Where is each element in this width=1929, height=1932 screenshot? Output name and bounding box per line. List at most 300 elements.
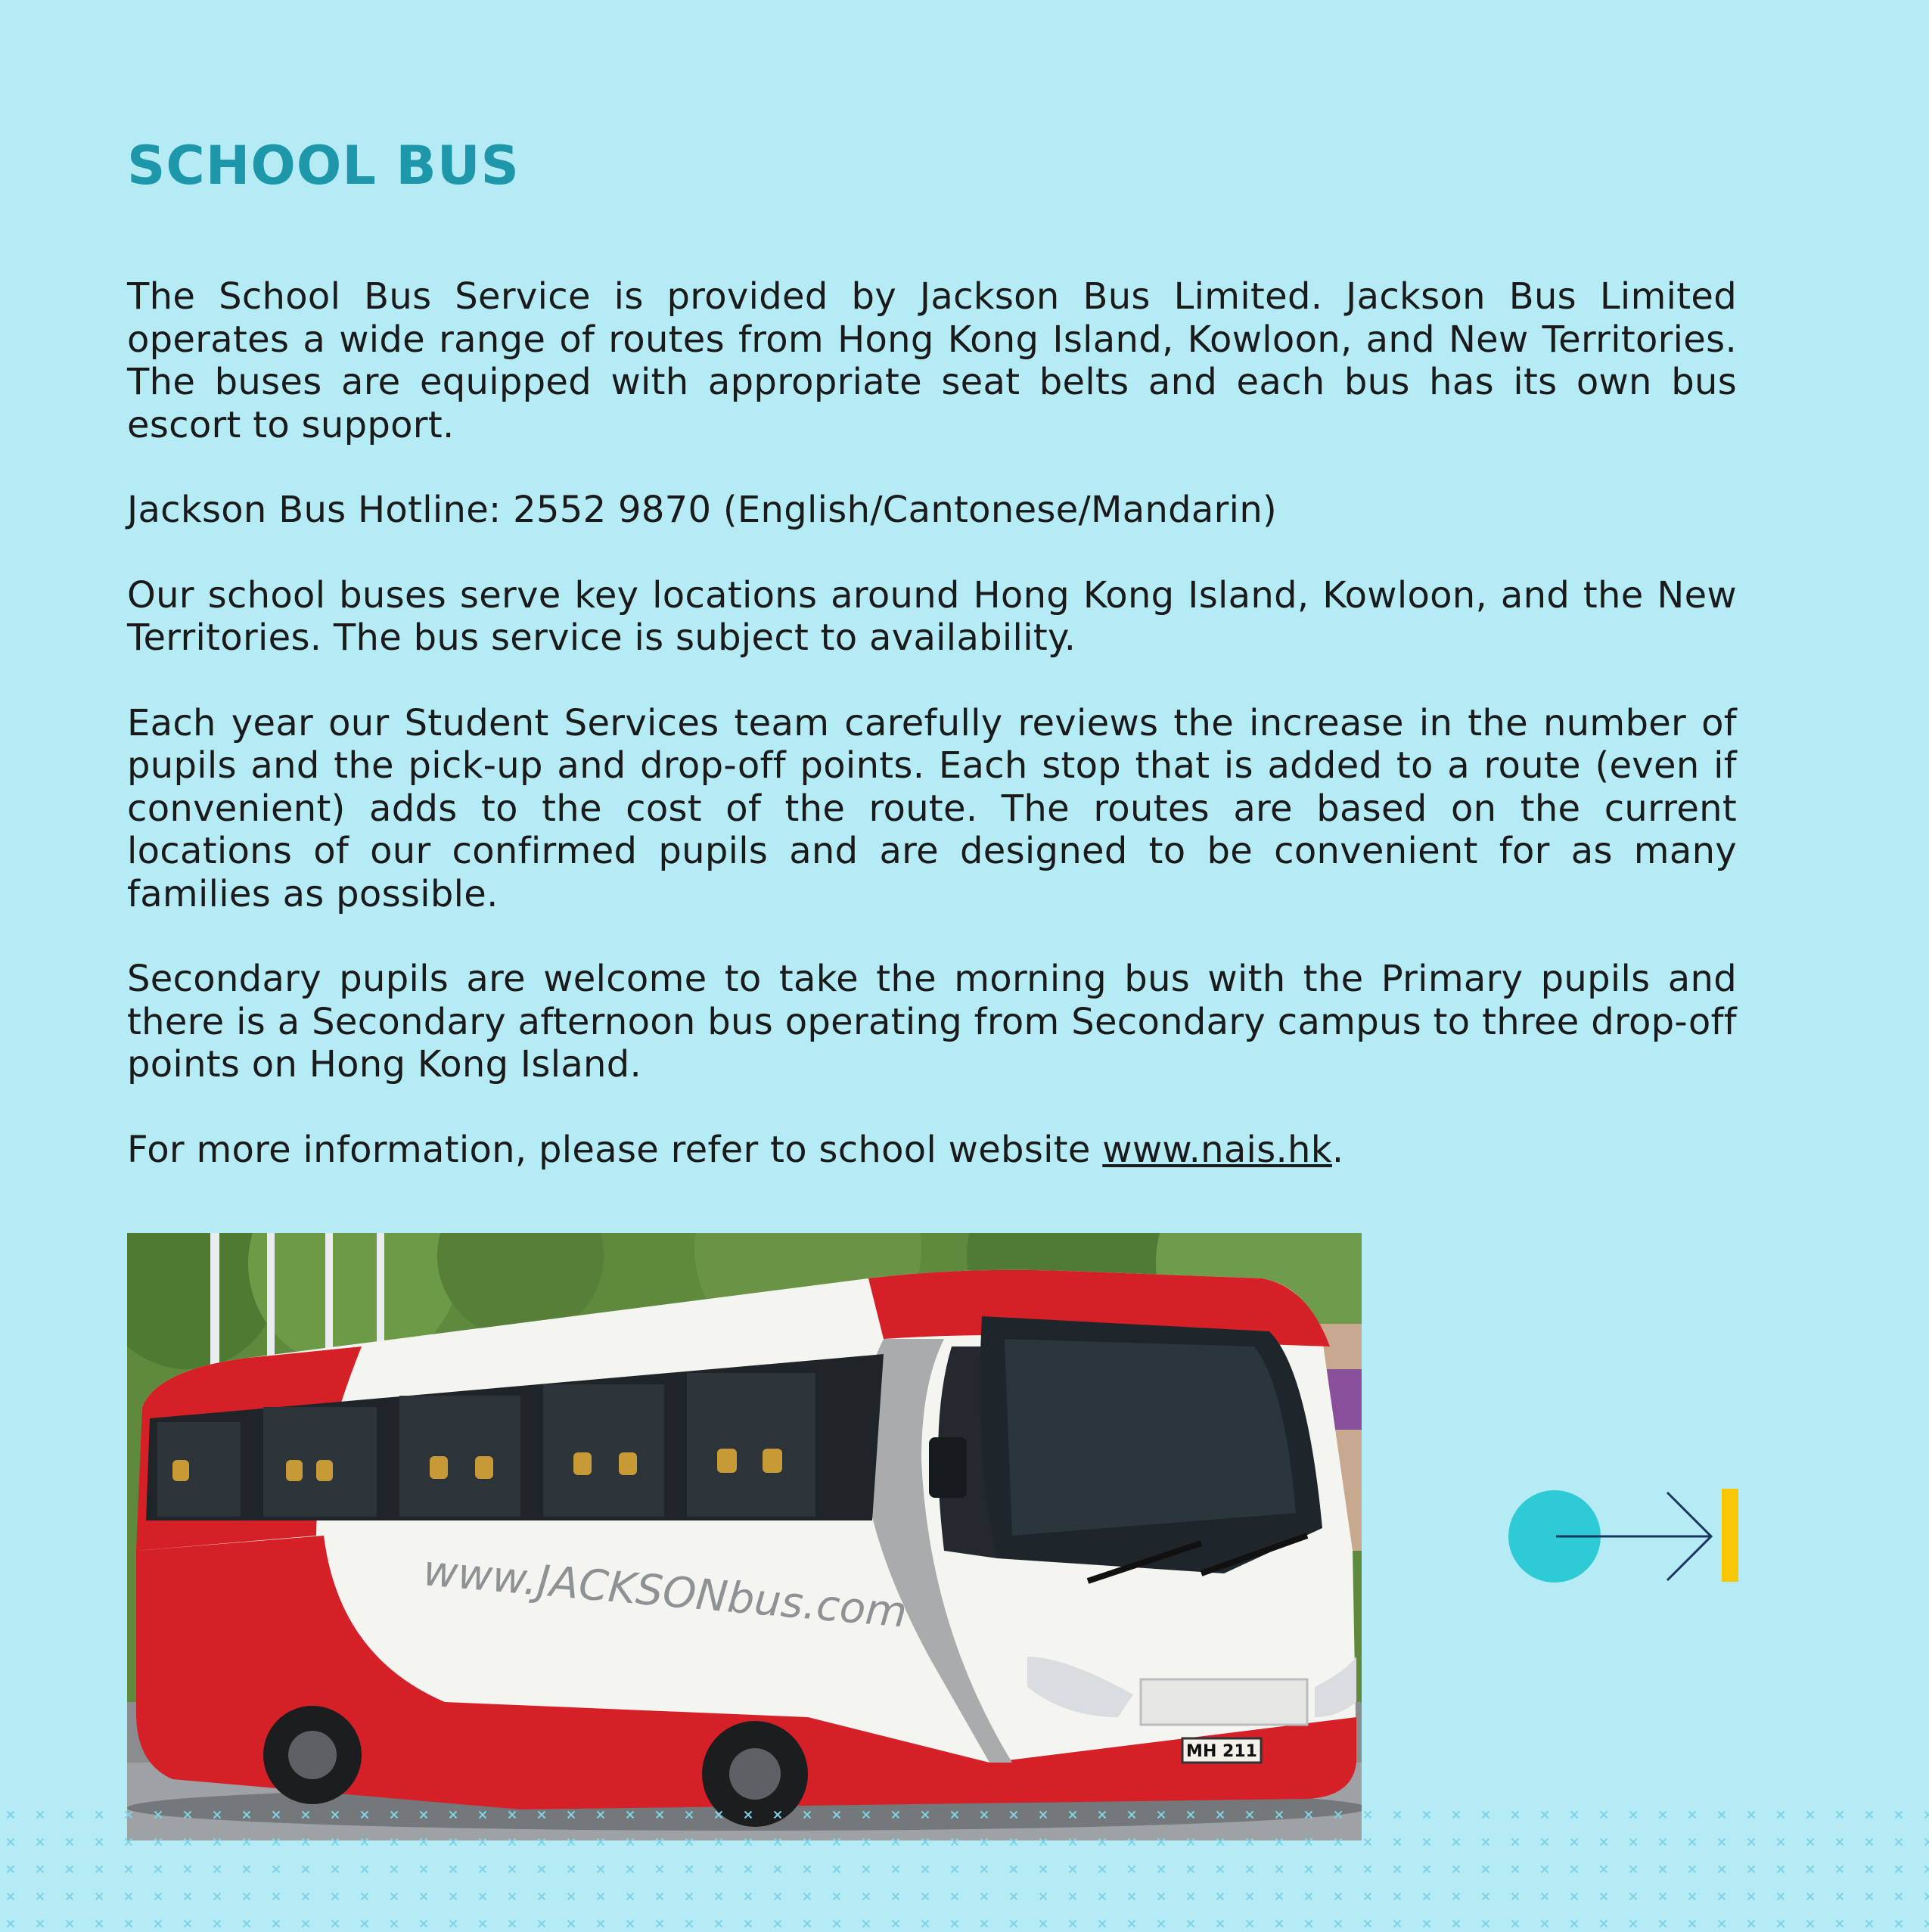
pattern-cross bbox=[1601, 1893, 1608, 1900]
pattern-cross bbox=[1896, 1921, 1903, 1927]
pattern-cross bbox=[1483, 1812, 1489, 1819]
circle-arrow-to-bar-icon bbox=[1507, 1489, 1741, 1587]
pattern-cross bbox=[686, 1866, 693, 1873]
pattern-cross bbox=[1129, 1839, 1135, 1846]
pattern-cross bbox=[8, 1812, 14, 1819]
pattern-cross bbox=[37, 1812, 44, 1819]
pattern-cross bbox=[1217, 1921, 1224, 1927]
pattern-cross bbox=[1424, 1812, 1430, 1819]
pattern-cross bbox=[1129, 1921, 1135, 1927]
pattern-cross bbox=[1306, 1839, 1312, 1846]
pattern-cross bbox=[1011, 1812, 1017, 1819]
pattern-cross bbox=[1748, 1921, 1755, 1927]
pattern-cross bbox=[834, 1866, 840, 1873]
pattern-cross bbox=[981, 1812, 988, 1819]
pattern-cross bbox=[1689, 1866, 1696, 1873]
pattern-cross bbox=[332, 1839, 339, 1846]
pattern-cross bbox=[1217, 1812, 1224, 1819]
pattern-cross bbox=[362, 1893, 368, 1900]
pattern-cross bbox=[1660, 1921, 1667, 1927]
pattern-cross bbox=[952, 1893, 958, 1900]
pattern-cross bbox=[1424, 1893, 1430, 1900]
pattern-cross bbox=[1542, 1812, 1548, 1819]
pattern-cross bbox=[509, 1866, 516, 1873]
pattern-cross bbox=[8, 1893, 14, 1900]
pattern-cross bbox=[155, 1812, 162, 1819]
pattern-cross bbox=[509, 1893, 516, 1900]
pattern-cross bbox=[922, 1866, 929, 1873]
pattern-cross bbox=[1778, 1812, 1785, 1819]
pattern-cross bbox=[126, 1839, 132, 1846]
pattern-cross bbox=[1571, 1866, 1578, 1873]
pattern-cross bbox=[627, 1921, 634, 1927]
pattern-cross bbox=[568, 1893, 575, 1900]
pattern-cross bbox=[1542, 1921, 1548, 1927]
pattern-cross bbox=[1453, 1839, 1460, 1846]
pattern-cross bbox=[1276, 1893, 1283, 1900]
pattern-cross bbox=[1247, 1921, 1253, 1927]
pattern-cross bbox=[1040, 1866, 1047, 1873]
pattern-cross bbox=[480, 1839, 486, 1846]
paragraph-hotline: Jackson Bus Hotline: 2552 9870 (English/Cantonese/Mandarin) bbox=[127, 489, 1737, 532]
pattern-cross bbox=[775, 1921, 781, 1927]
pattern-cross bbox=[391, 1812, 398, 1819]
pattern-cross bbox=[480, 1866, 486, 1873]
pattern-cross bbox=[1188, 1866, 1194, 1873]
pattern-cross bbox=[1365, 1866, 1371, 1873]
pattern-cross bbox=[745, 1839, 752, 1846]
pattern-cross bbox=[273, 1839, 280, 1846]
paragraph-locations: Our school buses serve key locations around Hong Kong Island, Kowloon, and the New Territories. The bus service is subject to availability. bbox=[127, 574, 1737, 660]
pattern-cross bbox=[1925, 1866, 1929, 1873]
pattern-cross bbox=[67, 1839, 73, 1846]
pattern-cross bbox=[1040, 1893, 1047, 1900]
pattern-cross bbox=[244, 1893, 250, 1900]
pattern-cross bbox=[1099, 1812, 1106, 1819]
pattern-cross bbox=[37, 1921, 44, 1927]
pattern-cross bbox=[775, 1893, 781, 1900]
pattern-cross bbox=[1483, 1866, 1489, 1873]
livery-text: www.JACKSONbus.com bbox=[421, 1546, 909, 1638]
pattern-cross bbox=[1099, 1893, 1106, 1900]
page-title: SCHOOL BUS bbox=[127, 135, 520, 197]
pattern-cross bbox=[1748, 1866, 1755, 1873]
pattern-cross bbox=[1601, 1812, 1608, 1819]
pattern-cross bbox=[568, 1839, 575, 1846]
pattern-cross bbox=[244, 1812, 250, 1819]
pattern-cross bbox=[863, 1866, 870, 1873]
pattern-cross bbox=[185, 1921, 191, 1927]
pattern-cross bbox=[67, 1921, 73, 1927]
pattern-cross bbox=[568, 1866, 575, 1873]
pattern-cross bbox=[37, 1866, 44, 1873]
pattern-cross bbox=[1866, 1921, 1873, 1927]
pattern-cross bbox=[716, 1839, 722, 1846]
pattern-cross bbox=[1453, 1921, 1460, 1927]
pattern-cross bbox=[450, 1921, 457, 1927]
pattern-cross bbox=[332, 1866, 339, 1873]
paragraph-more-info bbox=[127, 1129, 1737, 1172]
pattern-cross bbox=[1719, 1839, 1726, 1846]
pattern-cross bbox=[1837, 1893, 1844, 1900]
pattern-cross bbox=[273, 1893, 280, 1900]
pattern-cross bbox=[952, 1839, 958, 1846]
pattern-cross bbox=[952, 1812, 958, 1819]
pattern-cross bbox=[126, 1893, 132, 1900]
pattern-cross bbox=[716, 1893, 722, 1900]
pattern-cross bbox=[1247, 1866, 1253, 1873]
pattern-cross bbox=[598, 1866, 604, 1873]
pattern-cross bbox=[1748, 1812, 1755, 1819]
pattern-cross bbox=[1424, 1866, 1430, 1873]
pattern-cross bbox=[1011, 1893, 1017, 1900]
pattern-cross bbox=[657, 1893, 663, 1900]
pattern-cross bbox=[1571, 1839, 1578, 1846]
pattern-cross bbox=[1365, 1812, 1371, 1819]
pattern-cross bbox=[1483, 1893, 1489, 1900]
pattern-cross bbox=[126, 1866, 132, 1873]
pattern-cross bbox=[1394, 1921, 1401, 1927]
pattern-cross bbox=[421, 1893, 427, 1900]
pattern-cross bbox=[686, 1839, 693, 1846]
pattern-cross bbox=[1276, 1866, 1283, 1873]
pattern-cross bbox=[775, 1839, 781, 1846]
pattern-cross bbox=[1512, 1839, 1519, 1846]
pattern-cross bbox=[1542, 1839, 1548, 1846]
pattern-cross bbox=[804, 1812, 811, 1819]
pattern-cross bbox=[391, 1866, 398, 1873]
pattern-cross bbox=[981, 1893, 988, 1900]
pattern-cross bbox=[155, 1839, 162, 1846]
pattern-cross bbox=[804, 1893, 811, 1900]
pattern-cross bbox=[1217, 1893, 1224, 1900]
pattern-cross bbox=[1719, 1921, 1726, 1927]
pattern-cross bbox=[1394, 1866, 1401, 1873]
pattern-cross bbox=[1394, 1893, 1401, 1900]
pattern-cross bbox=[745, 1893, 752, 1900]
pattern-cross bbox=[834, 1839, 840, 1846]
pattern-cross bbox=[716, 1812, 722, 1819]
pattern-cross bbox=[539, 1839, 545, 1846]
pattern-cross bbox=[1129, 1812, 1135, 1819]
pattern-cross bbox=[1365, 1839, 1371, 1846]
pattern-cross bbox=[1866, 1839, 1873, 1846]
pattern-cross bbox=[1896, 1812, 1903, 1819]
pattern-cross bbox=[627, 1839, 634, 1846]
pattern-cross bbox=[1925, 1921, 1929, 1927]
pattern-cross bbox=[1070, 1921, 1076, 1927]
pattern-cross bbox=[627, 1866, 634, 1873]
pattern-cross bbox=[480, 1812, 486, 1819]
pattern-cross bbox=[1630, 1812, 1637, 1819]
pattern-cross bbox=[1011, 1921, 1017, 1927]
pattern-cross bbox=[1542, 1866, 1548, 1873]
pattern-cross bbox=[450, 1893, 457, 1900]
pattern-cross bbox=[1719, 1893, 1726, 1900]
pattern-cross bbox=[627, 1893, 634, 1900]
pattern-cross bbox=[1571, 1812, 1578, 1819]
pattern-cross bbox=[952, 1866, 958, 1873]
pattern-cross bbox=[834, 1921, 840, 1927]
pattern-cross bbox=[1601, 1839, 1608, 1846]
pattern-cross bbox=[922, 1839, 929, 1846]
pattern-cross bbox=[1011, 1839, 1017, 1846]
pattern-cross bbox=[450, 1839, 457, 1846]
pattern-cross bbox=[1070, 1893, 1076, 1900]
pattern-cross bbox=[303, 1839, 309, 1846]
pattern-cross bbox=[1306, 1812, 1312, 1819]
pattern-cross bbox=[1158, 1839, 1165, 1846]
pattern-cross bbox=[1896, 1866, 1903, 1873]
pattern-cross bbox=[1394, 1839, 1401, 1846]
pattern-cross bbox=[155, 1893, 162, 1900]
pattern-cross bbox=[126, 1812, 132, 1819]
pattern-cross bbox=[775, 1866, 781, 1873]
pattern-cross bbox=[1837, 1839, 1844, 1846]
pattern-cross bbox=[981, 1866, 988, 1873]
pattern-cross bbox=[37, 1893, 44, 1900]
pattern-cross bbox=[1099, 1921, 1106, 1927]
pattern-cross bbox=[539, 1893, 545, 1900]
pattern-cross bbox=[244, 1921, 250, 1927]
pattern-cross bbox=[214, 1921, 221, 1927]
pattern-cross bbox=[775, 1812, 781, 1819]
pattern-cross bbox=[863, 1893, 870, 1900]
pattern-cross bbox=[1778, 1921, 1785, 1927]
pattern-cross bbox=[1512, 1893, 1519, 1900]
pattern-cross bbox=[8, 1839, 14, 1846]
pattern-cross bbox=[539, 1812, 545, 1819]
pattern-cross bbox=[1217, 1839, 1224, 1846]
pattern-cross bbox=[893, 1812, 899, 1819]
pattern-cross bbox=[8, 1921, 14, 1927]
pattern-cross bbox=[1630, 1866, 1637, 1873]
pattern-cross bbox=[1837, 1866, 1844, 1873]
pattern-cross bbox=[96, 1893, 103, 1900]
pattern-cross bbox=[804, 1921, 811, 1927]
pattern-cross bbox=[332, 1921, 339, 1927]
pattern-cross bbox=[480, 1921, 486, 1927]
pattern-cross bbox=[1070, 1812, 1076, 1819]
pattern-cross bbox=[1660, 1839, 1667, 1846]
pattern-cross bbox=[1601, 1921, 1608, 1927]
pattern-cross bbox=[893, 1921, 899, 1927]
pattern-cross bbox=[1335, 1866, 1342, 1873]
pattern-cross bbox=[214, 1893, 221, 1900]
pattern-cross bbox=[421, 1921, 427, 1927]
plate-text: MH 211 bbox=[1186, 1742, 1257, 1761]
pattern-cross bbox=[1247, 1893, 1253, 1900]
pattern-cross bbox=[362, 1921, 368, 1927]
pattern-cross bbox=[8, 1866, 14, 1873]
school-website-link[interactable]: www.nais.hk bbox=[1102, 1129, 1332, 1171]
pattern-cross bbox=[1571, 1893, 1578, 1900]
pattern-cross bbox=[1188, 1812, 1194, 1819]
pattern-cross bbox=[1630, 1893, 1637, 1900]
pattern-cross bbox=[598, 1812, 604, 1819]
pattern-cross bbox=[126, 1921, 132, 1927]
pattern-cross bbox=[1335, 1839, 1342, 1846]
pattern-cross bbox=[450, 1812, 457, 1819]
pattern-cross bbox=[1807, 1893, 1814, 1900]
pattern-cross bbox=[303, 1921, 309, 1927]
pattern-cross bbox=[1925, 1893, 1929, 1900]
pattern-cross bbox=[362, 1812, 368, 1819]
pattern-cross bbox=[922, 1812, 929, 1819]
pattern-cross bbox=[1719, 1866, 1726, 1873]
pattern-cross bbox=[155, 1921, 162, 1927]
pattern-cross bbox=[1276, 1839, 1283, 1846]
pattern-cross bbox=[716, 1866, 722, 1873]
pattern-cross bbox=[185, 1866, 191, 1873]
pattern-cross bbox=[214, 1839, 221, 1846]
pattern-cross bbox=[686, 1893, 693, 1900]
pattern-cross bbox=[362, 1866, 368, 1873]
pattern-cross bbox=[1040, 1921, 1047, 1927]
pattern-cross bbox=[1689, 1921, 1696, 1927]
pattern-cross bbox=[1188, 1893, 1194, 1900]
paragraph-provider: The School Bus Service is provided by Jackson Bus Limited. Jackson Bus Limited operates a wide range of routes from Hong Kong Island, Kowloon, and New Territories. The buses are equipped with appropriate seat belts and each bus has its own bus escort to support. bbox=[127, 275, 1737, 446]
pattern-cross bbox=[391, 1839, 398, 1846]
pattern-cross bbox=[450, 1866, 457, 1873]
pattern-cross bbox=[1689, 1893, 1696, 1900]
pattern-cross bbox=[598, 1893, 604, 1900]
pattern-cross bbox=[1158, 1921, 1165, 1927]
pattern-cross bbox=[1188, 1839, 1194, 1846]
pattern-cross bbox=[1335, 1893, 1342, 1900]
pattern-cross bbox=[1571, 1921, 1578, 1927]
paragraph-routes: Each year our Student Services team carefully reviews the increase in the number of pupils and the pick-up and drop-off points. Each stop that is added to a route (even if convenient) adds to the cost of the route. The routes are based on the current locations of our confirmed pupils and are designed to be convenient for as many families as possible. bbox=[127, 702, 1737, 916]
pattern-cross bbox=[1306, 1921, 1312, 1927]
pattern-cross bbox=[509, 1839, 516, 1846]
pattern-cross bbox=[214, 1812, 221, 1819]
pattern-cross bbox=[1394, 1812, 1401, 1819]
pattern-cross bbox=[1335, 1921, 1342, 1927]
pattern-cross bbox=[96, 1921, 103, 1927]
pattern-cross bbox=[1660, 1812, 1667, 1819]
pattern-cross bbox=[657, 1921, 663, 1927]
pattern-cross bbox=[539, 1866, 545, 1873]
pattern-cross bbox=[332, 1893, 339, 1900]
pattern-cross bbox=[1925, 1839, 1929, 1846]
pattern-cross bbox=[568, 1921, 575, 1927]
pattern-cross bbox=[1335, 1812, 1342, 1819]
pattern-cross bbox=[598, 1839, 604, 1846]
pattern-cross bbox=[657, 1866, 663, 1873]
pattern-cross bbox=[185, 1893, 191, 1900]
pattern-cross bbox=[863, 1812, 870, 1819]
pattern-cross bbox=[627, 1812, 634, 1819]
pattern-cross bbox=[1896, 1893, 1903, 1900]
pattern-cross bbox=[1512, 1921, 1519, 1927]
pattern-cross bbox=[686, 1812, 693, 1819]
pattern-cross bbox=[1188, 1921, 1194, 1927]
pattern-cross bbox=[1601, 1866, 1608, 1873]
pattern-cross bbox=[1689, 1812, 1696, 1819]
pattern-cross bbox=[1925, 1812, 1929, 1819]
pattern-cross bbox=[509, 1812, 516, 1819]
pattern-cross bbox=[1099, 1866, 1106, 1873]
pattern-cross bbox=[421, 1812, 427, 1819]
pattern-cross bbox=[67, 1893, 73, 1900]
pattern-cross bbox=[509, 1921, 516, 1927]
pattern-cross bbox=[421, 1866, 427, 1873]
pattern-cross bbox=[1306, 1866, 1312, 1873]
pattern-cross bbox=[657, 1839, 663, 1846]
pattern-cross bbox=[1070, 1839, 1076, 1846]
pattern-cross bbox=[834, 1812, 840, 1819]
pattern-cross bbox=[1453, 1893, 1460, 1900]
pattern-cross bbox=[303, 1812, 309, 1819]
pattern-cross bbox=[893, 1839, 899, 1846]
pattern-cross bbox=[67, 1812, 73, 1819]
pattern-cross bbox=[893, 1866, 899, 1873]
school-bus-photo bbox=[127, 1233, 1362, 1840]
pattern-cross bbox=[1247, 1812, 1253, 1819]
pattern-cross bbox=[1483, 1921, 1489, 1927]
pattern-cross bbox=[1748, 1893, 1755, 1900]
pattern-cross bbox=[1807, 1812, 1814, 1819]
more-info-suffix: . bbox=[1332, 1129, 1344, 1171]
pattern-cross bbox=[96, 1866, 103, 1873]
cross-pattern-decoration bbox=[0, 1804, 1929, 1929]
pattern-cross bbox=[391, 1921, 398, 1927]
pattern-cross bbox=[1630, 1839, 1637, 1846]
pattern-cross bbox=[922, 1893, 929, 1900]
pattern-cross bbox=[1719, 1812, 1726, 1819]
pattern-cross bbox=[745, 1812, 752, 1819]
pattern-cross bbox=[1217, 1866, 1224, 1873]
pattern-cross bbox=[1778, 1893, 1785, 1900]
pattern-cross bbox=[332, 1812, 339, 1819]
pattern-cross bbox=[1807, 1839, 1814, 1846]
pattern-cross bbox=[1660, 1893, 1667, 1900]
pattern-cross bbox=[1129, 1893, 1135, 1900]
pattern-cross bbox=[834, 1893, 840, 1900]
pattern-cross bbox=[1748, 1839, 1755, 1846]
pattern-cross bbox=[1807, 1921, 1814, 1927]
pattern-cross bbox=[244, 1866, 250, 1873]
pattern-cross bbox=[1837, 1812, 1844, 1819]
pattern-cross bbox=[1512, 1812, 1519, 1819]
pattern-cross bbox=[1365, 1893, 1371, 1900]
pattern-cross bbox=[1306, 1893, 1312, 1900]
pattern-cross bbox=[1158, 1866, 1165, 1873]
pattern-cross bbox=[1040, 1812, 1047, 1819]
pattern-cross bbox=[657, 1812, 663, 1819]
pattern-cross bbox=[1011, 1866, 1017, 1873]
pattern-cross bbox=[303, 1866, 309, 1873]
pattern-cross bbox=[96, 1839, 103, 1846]
pattern-cross bbox=[1778, 1839, 1785, 1846]
pattern-cross bbox=[863, 1839, 870, 1846]
pattern-cross bbox=[981, 1921, 988, 1927]
pattern-cross bbox=[539, 1921, 545, 1927]
pattern-cross bbox=[1896, 1839, 1903, 1846]
pattern-cross bbox=[155, 1866, 162, 1873]
pattern-cross bbox=[37, 1839, 44, 1846]
pattern-cross bbox=[96, 1812, 103, 1819]
pattern-cross bbox=[1689, 1839, 1696, 1846]
pattern-cross bbox=[1660, 1866, 1667, 1873]
pattern-cross bbox=[745, 1921, 752, 1927]
pattern-cross bbox=[863, 1921, 870, 1927]
pattern-cross bbox=[1542, 1893, 1548, 1900]
pattern-cross bbox=[1365, 1921, 1371, 1927]
pattern-cross bbox=[981, 1839, 988, 1846]
pattern-cross bbox=[1276, 1812, 1283, 1819]
pattern-cross bbox=[1129, 1866, 1135, 1873]
